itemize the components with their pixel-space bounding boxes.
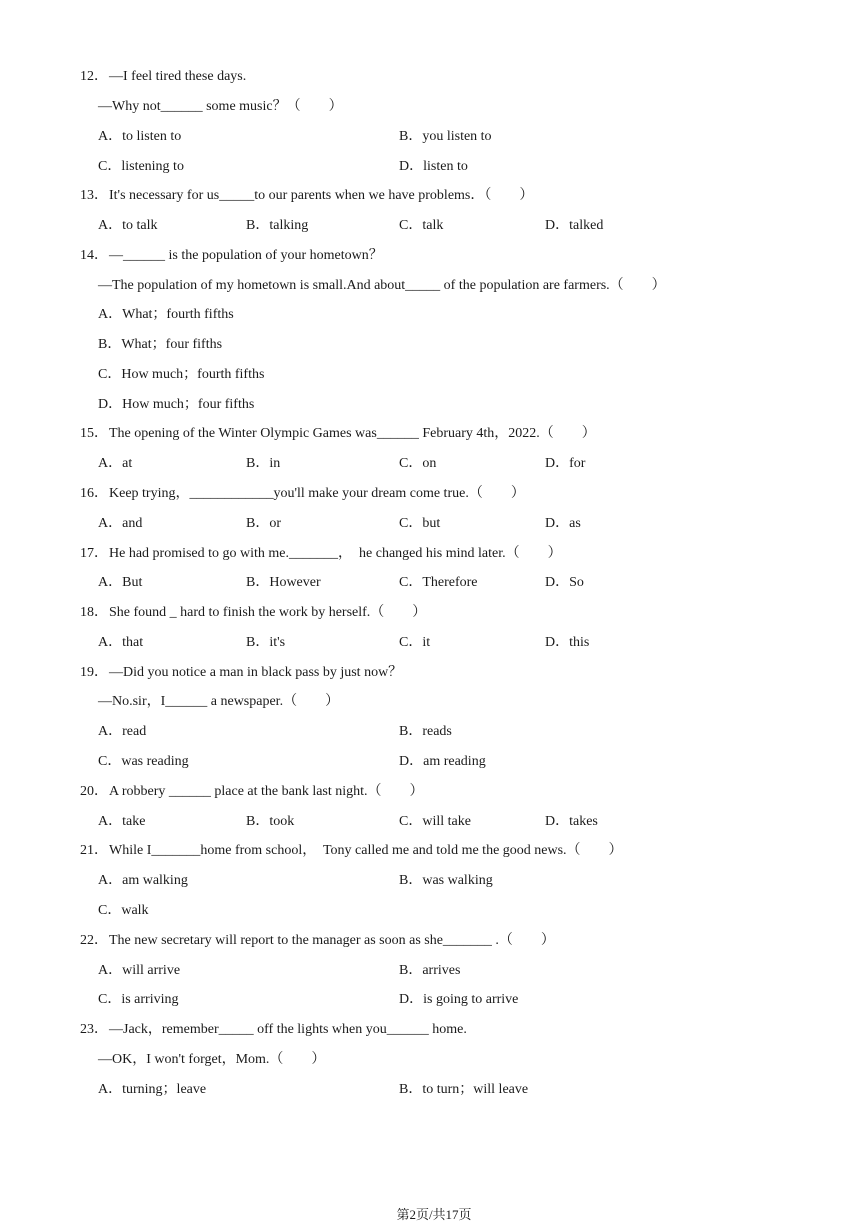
option-a[interactable]: A．am walking bbox=[98, 873, 188, 888]
question-19-options-row-2 bbox=[0, 751, 868, 773]
option-a[interactable]: A．What；fourth fifths bbox=[98, 307, 234, 322]
question-number: 15． bbox=[80, 426, 108, 441]
question-number: 19． bbox=[80, 665, 108, 680]
question-14-option-a-row bbox=[0, 304, 868, 326]
question-12-line-2 bbox=[0, 96, 868, 118]
question-14 bbox=[0, 245, 868, 267]
option-b[interactable]: B．talking bbox=[246, 218, 309, 233]
option-d[interactable]: D．this bbox=[545, 635, 590, 650]
question-number: 16． bbox=[80, 486, 108, 501]
option-c[interactable]: C．talk bbox=[399, 218, 444, 233]
question-21 bbox=[0, 840, 868, 862]
question-12 bbox=[0, 66, 868, 88]
question-23-line-2 bbox=[0, 1049, 868, 1071]
option-a[interactable]: A．take bbox=[98, 814, 146, 829]
option-c[interactable]: C．walk bbox=[98, 903, 149, 918]
question-stem: She found _ hard to finish the work by herself.（ ） bbox=[109, 605, 427, 620]
question-22-options-row-1 bbox=[0, 960, 868, 982]
option-b[interactable]: B．was walking bbox=[399, 873, 493, 888]
question-stem: —No.sir，I______ a newspaper.（ ） bbox=[98, 694, 340, 709]
option-c[interactable]: C．Therefore bbox=[399, 575, 478, 590]
question-number: 21． bbox=[80, 843, 108, 858]
question-stem: The new secretary will report to the manager as soon as she_______ .（ ） bbox=[109, 933, 555, 948]
option-c[interactable]: C．is arriving bbox=[98, 992, 179, 1007]
question-14-option-d-row bbox=[0, 394, 868, 416]
question-19-options-row-1 bbox=[0, 721, 868, 743]
option-d[interactable]: D．listen to bbox=[399, 159, 468, 174]
question-14-line-2 bbox=[0, 275, 868, 297]
option-a[interactable]: A．But bbox=[98, 575, 143, 590]
option-a[interactable]: A．to talk bbox=[98, 218, 158, 233]
question-19-line-2 bbox=[0, 691, 868, 713]
option-b[interactable]: B．it's bbox=[246, 635, 286, 650]
question-17 bbox=[0, 543, 868, 565]
option-d[interactable]: D．talked bbox=[545, 218, 604, 233]
question-number: 22． bbox=[80, 933, 108, 948]
option-c[interactable]: C．listening to bbox=[98, 159, 184, 174]
question-12-options-row-2 bbox=[0, 156, 868, 178]
option-a[interactable]: A．read bbox=[98, 724, 147, 739]
question-17-options bbox=[0, 572, 868, 594]
option-d[interactable]: D．as bbox=[545, 516, 581, 531]
question-stem: A robbery ______ place at the bank last night.（ ） bbox=[109, 784, 424, 799]
option-a[interactable]: A．that bbox=[98, 635, 144, 650]
option-c[interactable]: C．will take bbox=[399, 814, 471, 829]
question-12-options-row-1 bbox=[0, 126, 868, 148]
option-a[interactable]: A．turning；leave bbox=[98, 1082, 207, 1097]
option-a[interactable]: A．and bbox=[98, 516, 143, 531]
question-13-options bbox=[0, 215, 868, 237]
question-number: 23． bbox=[80, 1022, 108, 1037]
question-stem: It's necessary for us_____to our parents when we have problems．（ ） bbox=[109, 188, 534, 203]
question-15 bbox=[0, 423, 868, 445]
question-14-option-b-row bbox=[0, 334, 868, 356]
question-20-options bbox=[0, 811, 868, 833]
question-13 bbox=[0, 185, 868, 207]
question-14-option-c-row bbox=[0, 364, 868, 386]
question-stem: Keep trying，____________you'll make your dream come true.（ ） bbox=[109, 486, 525, 501]
page-footer: 第2页/共17页 bbox=[396, 1207, 472, 1222]
question-stem: —Jack，remember_____ off the lights when you______ home. bbox=[109, 1022, 467, 1037]
option-d[interactable]: D．for bbox=[545, 456, 586, 471]
option-d[interactable]: D．So bbox=[545, 575, 584, 590]
option-b[interactable]: B．to turn；will leave bbox=[399, 1082, 529, 1097]
question-22-options-row-2 bbox=[0, 989, 868, 1011]
question-15-options bbox=[0, 453, 868, 475]
question-21-options-row-1 bbox=[0, 870, 868, 892]
question-stem: —Why not______ some music？（ ） bbox=[98, 99, 343, 114]
question-number: 13． bbox=[80, 188, 108, 203]
option-a[interactable]: A．at bbox=[98, 456, 133, 471]
option-b[interactable]: B．reads bbox=[399, 724, 452, 739]
option-b[interactable]: B．or bbox=[246, 516, 281, 531]
option-b[interactable]: B．took bbox=[246, 814, 295, 829]
option-b[interactable]: B．arrives bbox=[399, 963, 461, 978]
option-a[interactable]: A．will arrive bbox=[98, 963, 181, 978]
option-a[interactable]: A．to listen to bbox=[98, 129, 182, 144]
option-d[interactable]: D．is going to arrive bbox=[399, 992, 519, 1007]
question-16-options bbox=[0, 513, 868, 535]
option-c[interactable]: C．on bbox=[399, 456, 437, 471]
question-stem: —The population of my hometown is small.And about_____ of the population are farmers.（ ） bbox=[98, 278, 666, 293]
question-stem: The opening of the Winter Olympic Games was______ February 4th，2022.（ ） bbox=[109, 426, 596, 441]
question-number: 14． bbox=[80, 248, 108, 263]
option-b[interactable]: B．you listen to bbox=[399, 129, 492, 144]
option-b[interactable]: B．What；four fifths bbox=[98, 337, 223, 352]
question-23-options-row-1 bbox=[0, 1079, 868, 1101]
question-20 bbox=[0, 781, 868, 803]
option-b[interactable]: B．in bbox=[246, 456, 281, 471]
question-22 bbox=[0, 930, 868, 952]
question-18 bbox=[0, 602, 868, 624]
question-stem: He had promised to go with me._______， he changed his mind later.（ ） bbox=[109, 546, 562, 561]
option-d[interactable]: D．am reading bbox=[399, 754, 486, 769]
question-number: 12． bbox=[80, 69, 108, 84]
question-stem: While I_______home from school， Tony called me and told me the good news.（ ） bbox=[109, 843, 623, 858]
question-stem: —OK，I won't forget，Mom.（ ） bbox=[98, 1052, 326, 1067]
option-c[interactable]: C．was reading bbox=[98, 754, 189, 769]
question-18-options bbox=[0, 632, 868, 654]
option-b[interactable]: B．However bbox=[246, 575, 321, 590]
question-16 bbox=[0, 483, 868, 505]
question-number: 18． bbox=[80, 605, 108, 620]
question-number: 20． bbox=[80, 784, 108, 799]
question-number: 17． bbox=[80, 546, 108, 561]
question-stem: —I feel tired these days. bbox=[109, 69, 247, 84]
option-c[interactable]: C．it bbox=[399, 635, 431, 650]
option-d[interactable]: D．takes bbox=[545, 814, 598, 829]
question-23 bbox=[0, 1019, 868, 1041]
question-stem: —Did you notice a man in black pass by just now？ bbox=[109, 665, 403, 680]
question-19 bbox=[0, 662, 868, 684]
question-21-options-row-2 bbox=[0, 900, 868, 922]
option-c[interactable]: C．but bbox=[399, 516, 441, 531]
option-d[interactable]: D．How much；four fifths bbox=[98, 397, 255, 412]
question-stem: —______ is the population of your hometown？ bbox=[109, 248, 383, 263]
option-c[interactable]: C．How much；fourth fifths bbox=[98, 367, 265, 382]
